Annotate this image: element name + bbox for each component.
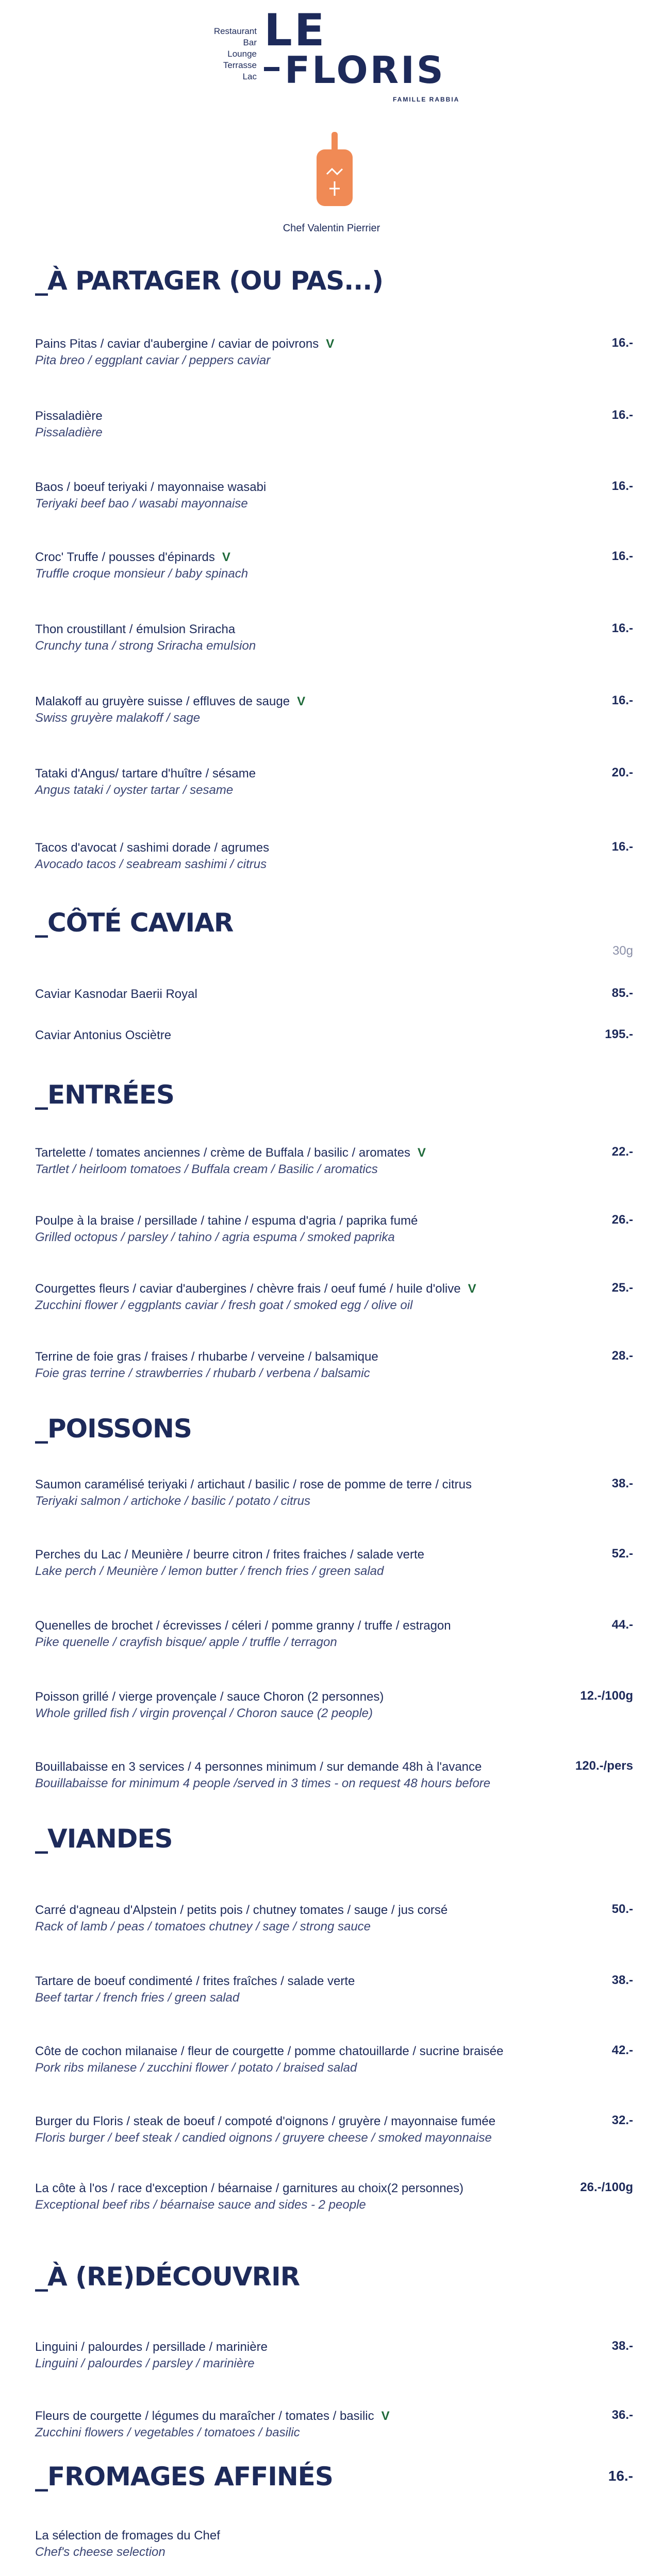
item-price: 16.- [611, 549, 633, 563]
item-price: 50.- [611, 1902, 633, 1916]
header-line: Restaurant [213, 26, 257, 36]
menu-item [35, 2339, 633, 2372]
item-translation: Rack of lamb / peas / tomatoes chutney / sage / strong sauce [35, 1920, 371, 1934]
item-translation: Lake perch / Meunière / lemon butter / french fries / green salad [35, 1564, 384, 1578]
header-line: Lounge [227, 49, 257, 59]
item-price: 44.- [611, 1618, 633, 1632]
item-price: 20.- [611, 766, 633, 779]
item-price: 16.- [611, 479, 633, 493]
item-translation: Floris burger / beef steak / candied oignons / gruyere cheese / smoked mayonnaise [35, 2131, 492, 2145]
item-price: 26.-/100g [580, 2180, 633, 2194]
vegetarian-badge: V [297, 694, 306, 708]
section-title-viandes: _VIANDES [35, 1824, 173, 1854]
item-name: Malakoff au gruyère suisse / effluves de sauge [35, 694, 290, 708]
item-name: Croc' Truffe / pousses d'épinards [35, 550, 215, 564]
menu-item [35, 2113, 633, 2146]
item-name: Thon croustillant / émulsion Sriracha [35, 622, 236, 636]
item-name: Linguini / palourdes / persillade / marinière [35, 2340, 268, 2354]
item-translation: Linguini / palourdes / parsley / marinière [35, 2357, 255, 2370]
header [0, 0, 663, 247]
item-translation: Whole grilled fish / virgin provençal / Choron sauce (2 people) [35, 1706, 373, 1720]
item-name: Fleurs de courgette / légumes du maraîcher / tomates / basilic [35, 2409, 374, 2423]
item-price: 16.- [611, 621, 633, 635]
item-translation: Avocado tacos / seabream sashimi / citrus [35, 857, 267, 871]
item-price: 36.- [611, 2408, 633, 2422]
item-name: Pains Pitas / caviar d'aubergine / caviar de poivrons [35, 337, 319, 351]
item-price: 22.- [611, 1145, 633, 1159]
fromages-price: 16.- [608, 2468, 633, 2484]
item-price: 42.- [611, 2043, 633, 2057]
menu-item [35, 1281, 633, 1314]
item-price: 38.- [611, 1477, 633, 1490]
item-translation: Teriyaki salmon / artichoke / basilic / potato / citrus [35, 1494, 310, 1508]
menu-item [35, 1618, 633, 1651]
item-name: La côte à l'os / race d'exception / béarnaise / garnitures au choix(2 personnes) [35, 2181, 463, 2195]
item-name: Saumon caramélisé teriyaki / artichaut / basilic / rose de pomme de terre / citrus [35, 1478, 472, 1492]
section-title-entrees: _ENTRÉES [35, 1080, 174, 1110]
item-translation: Crunchy tuna / strong Sriracha emulsion [35, 639, 256, 653]
item-price: 16.- [611, 336, 633, 350]
item-price: 28.- [611, 1349, 633, 1363]
logo-tagline: FAMILLE RABBIA [393, 96, 460, 103]
item-name: Burger du Floris / steak de boeuf / compoté d'oignons / gruyère / mayonnaise fumée [35, 2114, 496, 2128]
item-translation: Angus tataki / oyster tartar / sesame [35, 783, 234, 797]
item-name: Caviar Kasnodar Baerii Royal [35, 987, 197, 1001]
item-name: Carré d'agneau d'Alpstein / petits pois / chutney tomates / sauge / jus corsé [35, 1903, 448, 1917]
header-line: Bar [243, 38, 257, 47]
item-price: 38.- [611, 1973, 633, 1987]
item-name: Poulpe à la braise / persillade / tahine / espuma d'agria / paprika fumé [35, 1214, 418, 1228]
menu-item [35, 840, 633, 873]
menu-item [35, 2043, 633, 2076]
menu-item [35, 2528, 633, 2561]
item-price: 38.- [611, 2339, 633, 2353]
item-name: Poisson grillé / vierge provençale / sauce Choron (2 personnes) [35, 1690, 384, 1704]
item-name: Caviar Antonius Osciètre [35, 1028, 172, 1042]
item-name: Courgettes fleurs / caviar d'aubergines / chèvre frais / oeuf fumé / huile d'olive [35, 1282, 461, 1296]
item-price: 16.- [611, 840, 633, 854]
item-name: Tartelette / tomates anciennes / crème de Buffala / basilic / aromates [35, 1146, 410, 1160]
vegetarian-badge: V [417, 1146, 426, 1160]
caviar-unit: 30g [612, 944, 633, 958]
item-name: Tartare de boeuf condimenté / frites fraîches / salade verte [35, 1974, 355, 1988]
item-price: 85.- [611, 986, 633, 1000]
logo-top: LE [264, 5, 327, 56]
item-price: 25.- [611, 1281, 633, 1295]
menu-item [35, 479, 633, 512]
item-translation: Truffle croque monsieur / baby spinach [35, 567, 248, 581]
vegetarian-badge: V [468, 1282, 476, 1296]
item-translation: Chef's cheese selection [35, 2545, 165, 2559]
item-price: 16.- [611, 408, 633, 422]
item-translation: Pork ribs milanese / zucchini flower / potato / braised salad [35, 2061, 357, 2075]
item-name: Tacos d'avocat / sashimi dorade / agrumes [35, 841, 270, 855]
menu-item [35, 2408, 633, 2441]
item-translation: Exceptional beef ribs / béarnaise sauce and sides - 2 people [35, 2198, 366, 2212]
item-translation: Pissaladière [35, 426, 103, 439]
item-price: 12.-/100g [580, 1689, 633, 1703]
section-title-poissons: _POISSONS [35, 1414, 192, 1444]
item-price: 16.- [611, 693, 633, 707]
section-title-caviar: _CÔTÉ CAVIAR [35, 908, 234, 938]
item-translation: Pita breo / eggplant caviar / peppers caviar [35, 353, 271, 367]
item-translation: Beef tartar / french fries / green salad [35, 1991, 240, 2005]
vegetarian-badge: V [381, 2409, 390, 2423]
menu-item [35, 1547, 633, 1580]
item-translation: Swiss gruyère malakoff / sage [35, 711, 201, 725]
menu-item [35, 336, 633, 369]
item-name: Bouillabaisse en 3 services / 4 personnes minimum / sur demande 48h à l'avance [35, 1760, 482, 1774]
item-translation: Foie gras terrine / strawberries / rhubarb / verbena / balsamic [35, 1366, 370, 1380]
item-price: 195.- [605, 1027, 633, 1041]
header-small-lines [208, 26, 257, 82]
item-price: 120.-/pers [575, 1759, 633, 1773]
menu-item [35, 408, 633, 441]
menu-item [35, 1759, 633, 1792]
menu-item [35, 1973, 633, 2006]
section-title-redecouvrir: _À (RE)DÉCOUVRIR [35, 2262, 300, 2292]
menu-item [35, 2180, 633, 2213]
section-title-fromages: _FROMAGES AFFINÉS [35, 2462, 333, 2492]
menu-item [35, 1145, 633, 1178]
item-price: 52.- [611, 1547, 633, 1561]
logo-bottom: FLORIS [285, 48, 445, 92]
chef-board-icon [317, 132, 353, 206]
item-name: Pissaladière [35, 409, 103, 423]
menu-item [35, 693, 633, 726]
item-name: Tataki d'Angus/ tartare d'huître / sésame [35, 767, 256, 781]
menu-item [35, 549, 633, 582]
menu-item [35, 1027, 633, 1044]
vegetarian-badge: V [326, 337, 335, 351]
menu-item [35, 766, 633, 799]
item-translation: Bouillabaisse for minimum 4 people /served in 3 times - on request 48 hours before [35, 1776, 491, 1790]
item-name: Perches du Lac / Meunière / beurre citron / frites fraiches / salade verte [35, 1548, 425, 1562]
menu-item [35, 986, 633, 1003]
header-line: Lac [242, 72, 257, 81]
item-translation: Zucchini flower / eggplants caviar / fresh goat / smoked egg / olive oil [35, 1298, 413, 1312]
item-name: Terrine de foie gras / fraises / rhubarbe / verveine / balsamique [35, 1350, 378, 1364]
menu-item [35, 1213, 633, 1246]
item-name: Baos / boeuf teriyaki / mayonnaise wasabi [35, 480, 267, 494]
item-price: 26.- [611, 1213, 633, 1227]
vegetarian-badge: V [222, 550, 230, 564]
header-line: Terrasse [223, 60, 257, 70]
menu-item [35, 1477, 633, 1510]
item-translation: Grilled octopus / parsley / tahino / agria espuma / smoked paprika [35, 1230, 395, 1244]
item-price: 32.- [611, 2113, 633, 2127]
menu-item [35, 1349, 633, 1382]
item-name: La sélection de fromages du Chef [35, 2529, 220, 2543]
item-name: Quenelles de brochet / écrevisses / céleri / pomme granny / truffe / estragon [35, 1619, 451, 1633]
logo-bar [264, 67, 279, 71]
menu-item [35, 1902, 633, 1935]
item-translation: Pike quenelle / crayfish bisque/ apple / truffle / terragon [35, 1635, 337, 1649]
item-translation: Teriyaki beef bao / wasabi mayonnaise [35, 497, 248, 511]
chef-name: Chef Valentin Pierrier [283, 223, 380, 234]
section-title-partager: _À PARTAGER (OU PAS...) [35, 266, 384, 296]
menu-item [35, 1689, 633, 1722]
item-name: Côte de cochon milanaise / fleur de courgette / pomme chatouillarde / sucrine braisée [35, 2044, 504, 2058]
menu-item [35, 621, 633, 654]
item-translation: Zucchini flowers / vegetables / tomatoes / basilic [35, 2426, 300, 2439]
item-translation: Tartlet / heirloom tomatoes / Buffala cream / Basilic / aromatics [35, 1162, 378, 1176]
